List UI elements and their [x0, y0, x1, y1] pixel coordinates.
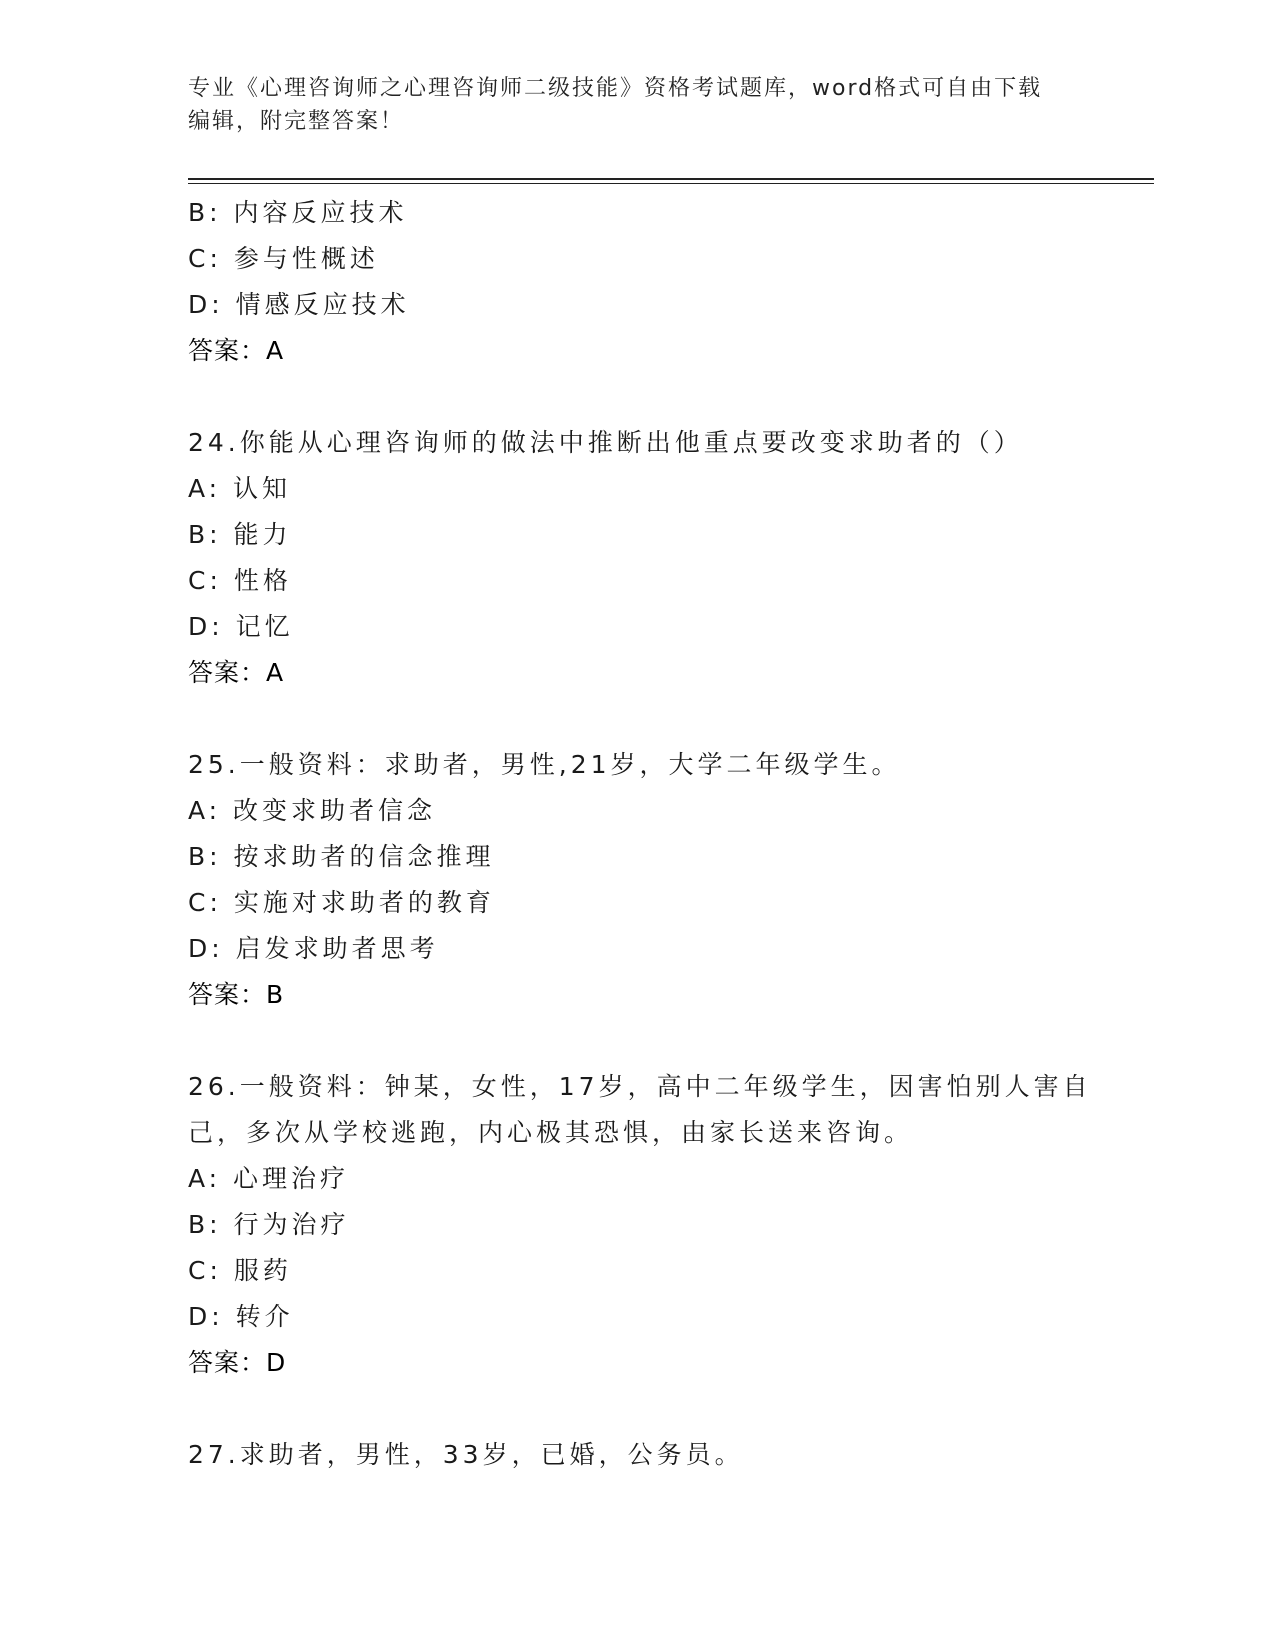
option-c: C: 参与性概述: [188, 244, 379, 273]
answer-line: 答案：B: [188, 980, 285, 1009]
answer-line: 答案：D: [188, 1348, 287, 1377]
option-d: D: 转介: [188, 1302, 294, 1331]
option-c: C: 性格: [188, 566, 292, 595]
option-b: B: 内容反应技术: [188, 198, 408, 227]
option-d: D: 启发求助者思考: [188, 934, 439, 963]
question-24: [188, 420, 1148, 696]
spacer: [188, 1018, 1148, 1064]
option-c: C: 服药: [188, 1256, 292, 1285]
question-stem: 27.求助者，男性，33岁，已婚，公务员。: [188, 1440, 744, 1469]
answer-line: 答案：A: [188, 336, 285, 365]
option-a: A: 改变求助者信念: [188, 796, 437, 825]
header-divider-thin: [188, 183, 1154, 184]
option-c: C: 实施对求助者的教育: [188, 888, 495, 917]
option-b: B: 能力: [188, 520, 292, 549]
option-d: D: 情感反应技术: [188, 290, 410, 319]
answer-line: 答案：A: [188, 658, 285, 687]
option-d: D: 记忆: [188, 612, 294, 641]
question-23-tail: [188, 190, 1148, 374]
spacer: [188, 696, 1148, 742]
header-line-1: 专业《心理咨询师之心理咨询师二级技能》资格考试题库，word格式可自由下载: [188, 76, 1043, 101]
document-header: [188, 72, 1088, 138]
question-27: [188, 1432, 1148, 1478]
question-stem-line-2: 己，多次从学校逃跑，内心极其恐惧，由家长送来咨询。: [188, 1118, 914, 1147]
header-line-2: 编辑，附完整答案！: [188, 109, 405, 134]
header-divider-thick: [188, 178, 1154, 180]
option-b: B: 按求助者的信念推理: [188, 842, 495, 871]
spacer: [188, 374, 1148, 420]
option-a: A: 认知: [188, 474, 292, 503]
question-25: [188, 742, 1148, 1018]
option-a: A: 心理治疗: [188, 1164, 350, 1193]
question-stem: 24.你能从心理咨询师的做法中推断出他重点要改变求助者的（）: [188, 428, 1023, 457]
question-list: [188, 190, 1148, 1478]
question-stem-line-1: 26.一般资料：钟某，女性，17岁，高中二年级学生，因害怕别人害自: [188, 1072, 1092, 1101]
option-b: B: 行为治疗: [188, 1210, 350, 1239]
question-stem: 25.一般资料：求助者，男性,21岁，大学二年级学生。: [188, 750, 901, 779]
spacer: [188, 1386, 1148, 1432]
question-26: [188, 1064, 1148, 1386]
